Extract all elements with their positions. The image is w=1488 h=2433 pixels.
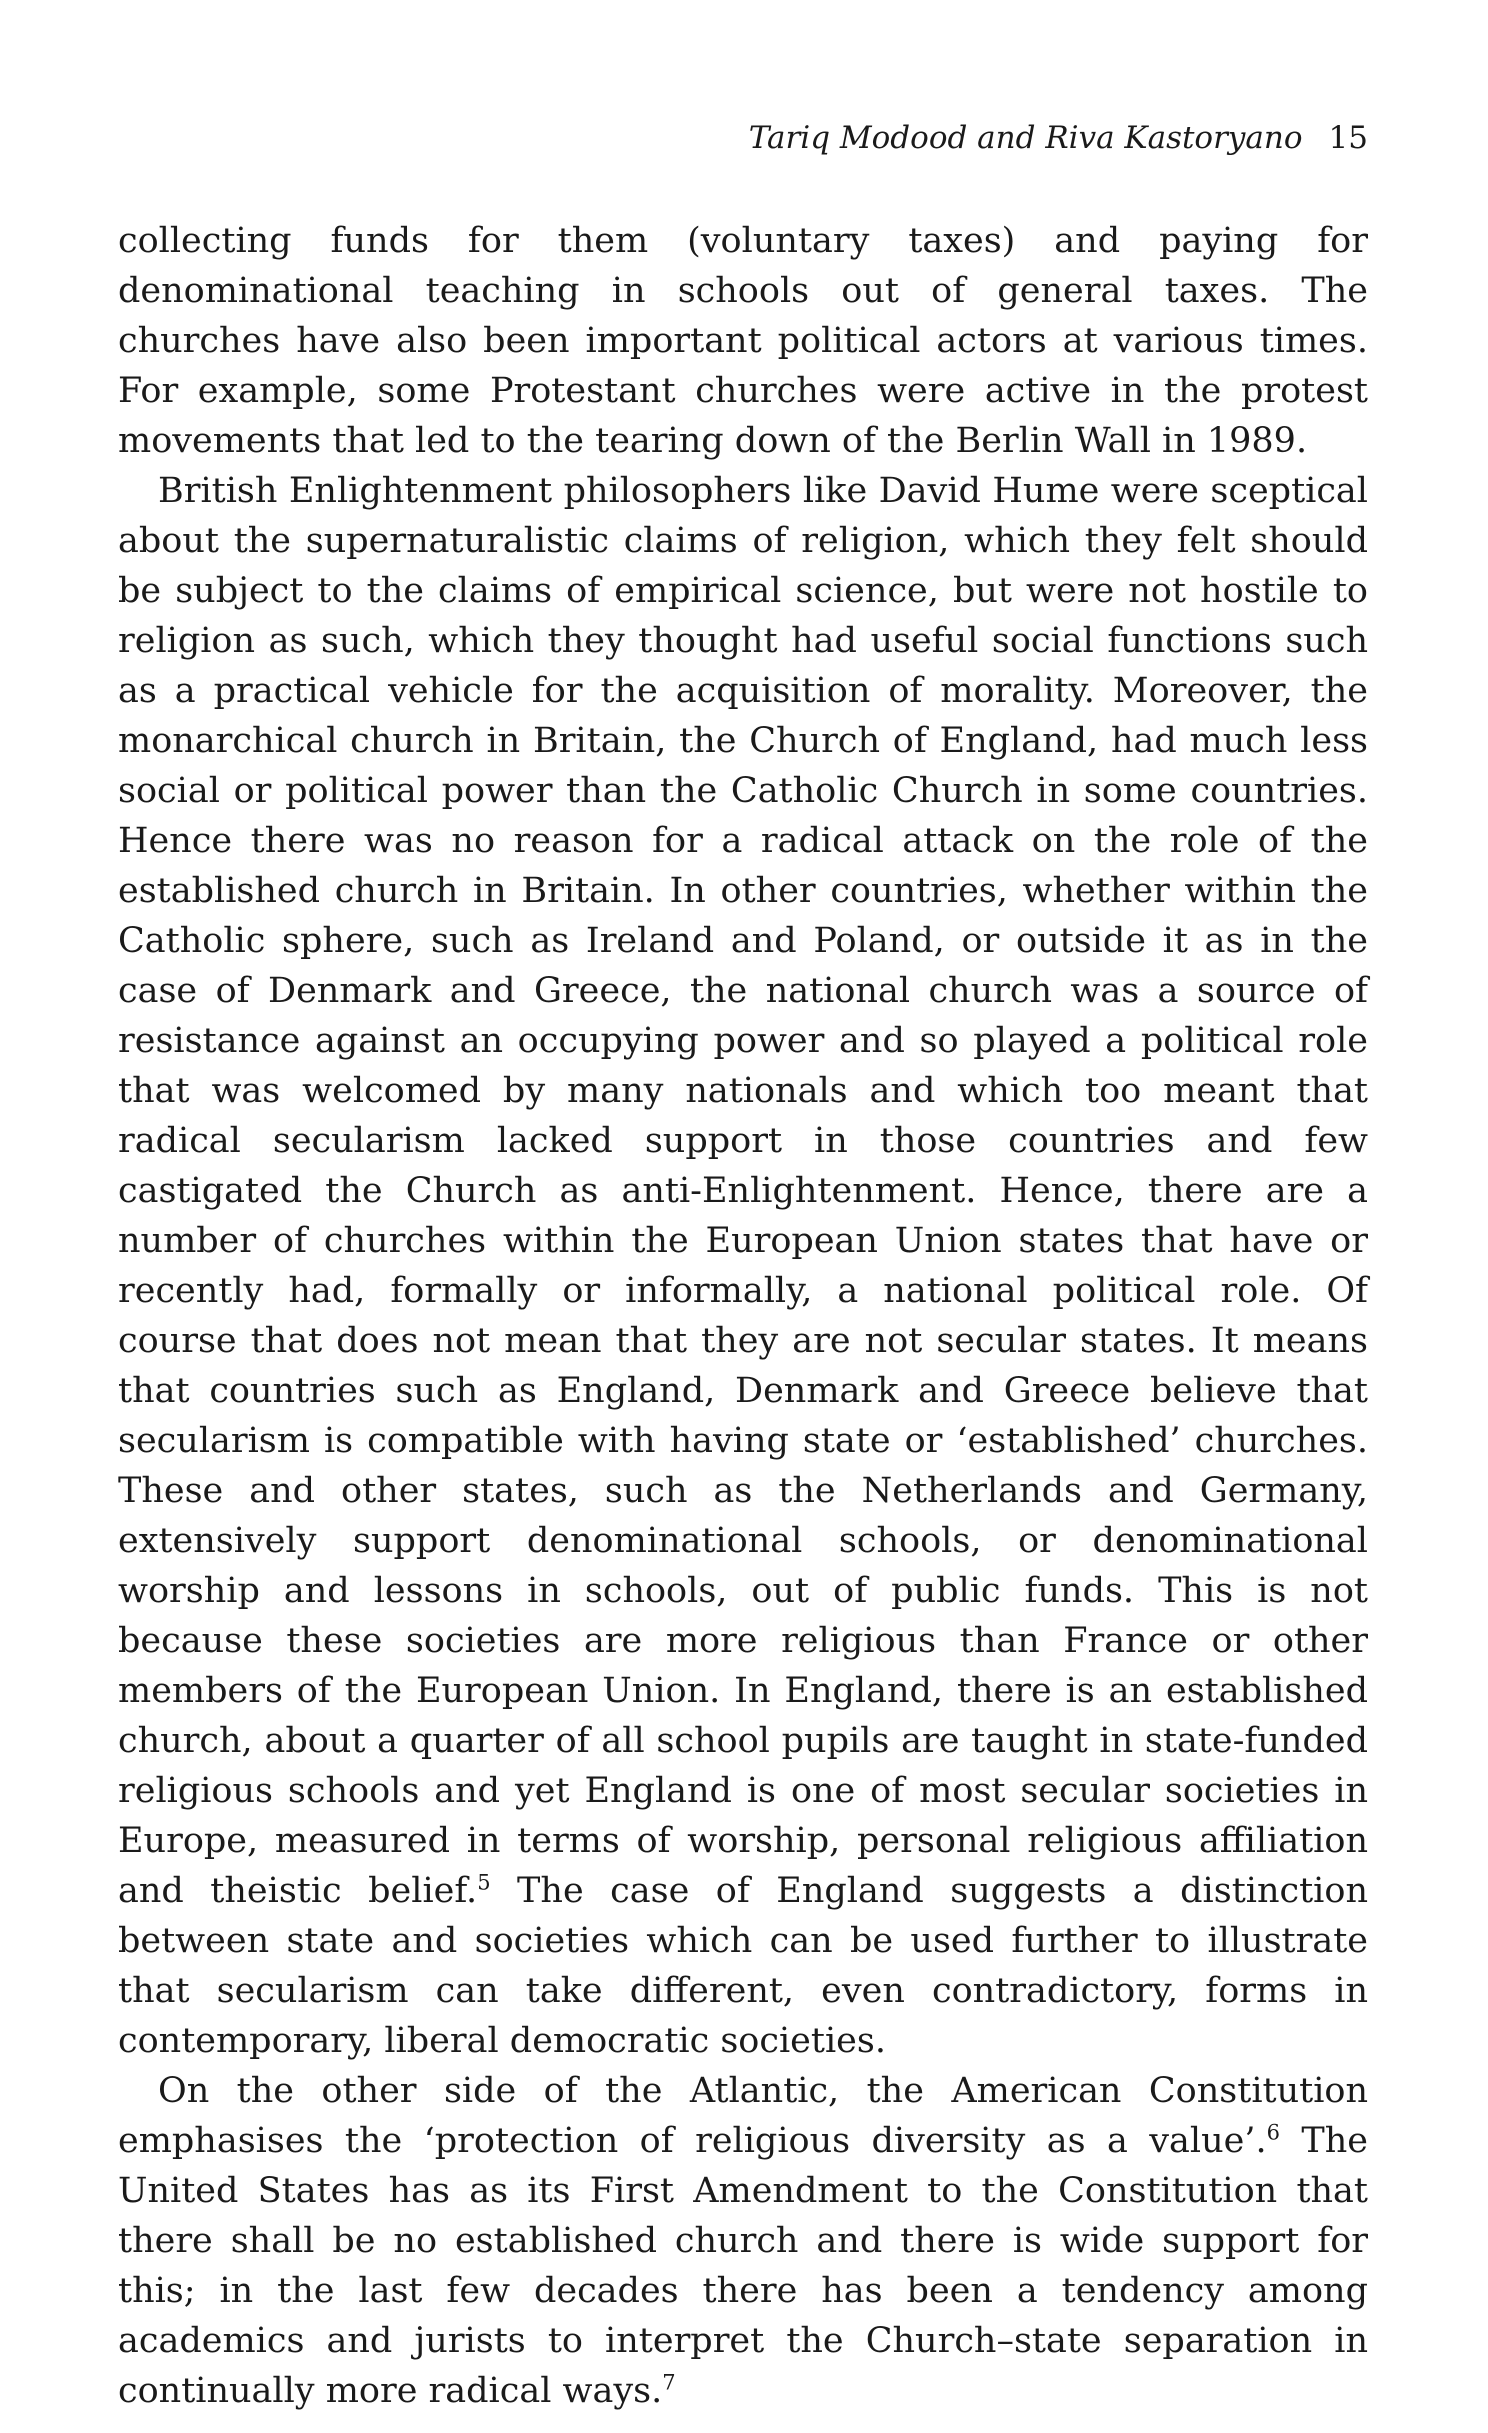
page-number: 15 (1328, 120, 1368, 156)
footnote-marker-5[interactable]: 5 (477, 1870, 491, 1895)
footnote-marker-6[interactable]: 6 (1266, 2120, 1280, 2145)
running-head (749, 118, 1368, 158)
running-head-authors: Tariq Modood and Riva Kastoryano (748, 120, 1303, 156)
paragraph-1 (118, 216, 1368, 466)
paragraph-2-text-a: British Enlightenment philosophers like David Hume were sceptical about the supernaturalistic claims of religion, which they felt should be subject to the claims of empirical science, but were not hostile to religion as such, which they thought had useful social functions such as a practical vehicle for the acquisition of morality. Moreover, the monarchical church in Britain, the Church of England, had much less social or political power than the Catholic Church in some countries. Hence there was no reason for a radical attack on the role of the established church in Britain. In other countries, whether within the Catholic sphere, such as Ireland and Poland, or outside it as in the case of Denmark and Greece, the national church was a source of resistance against an occupying power and so played a political role that was welcomed by many nationals and which too meant that radical secularism lacked support in those countries and few castigated the Church as anti-Enlightenment. Hence, there are a number of churches within the European Union states that have or recently had, formally or informally, a national political role. Of course that does not mean that they are not secular states. It means that countries such as England, Denmark and Greece believe that secularism is compatible with having state or ‘established’ churches. These and other states, such as the Netherlands and Germany, extensively support denominational schools, or denominational worship and lessons in schools, out of public funds. This is not because these societies are more religious than France or other members of the European Union. In England, there is an established church, about a quarter of all school pupils are taught in state-funded religious schools and yet England is one of most secular societies in Europe, measured in terms of worship, personal religious affiliation and theistic belief. (118, 471, 1368, 1911)
body-text (118, 216, 1368, 2416)
paragraph-3-text-b: The United States has as its First Amendment to the Constitution that there shall be no established church and there is wide support for this; in the last few decades there has been a tendency among academics and jurists to interpret the Church–state separation in continually more radical ways. (118, 2121, 1368, 2411)
paragraph-1-text: collecting funds for them (voluntary taxes) and paying for denominational teaching in schools out of general taxes. The churches have also been important political actors at various times. For example, some Protestant churches were active in the protest movements that led to the tearing down of the Berlin Wall in 1989. (118, 221, 1368, 461)
paragraph-2 (118, 466, 1368, 2066)
paragraph-3 (118, 2066, 1368, 2416)
footnote-marker-7[interactable]: 7 (662, 2370, 676, 2395)
paragraph-2-text-b: The case of England suggests a distinction between state and societies which can be used further to illustrate that secularism can take different, even contradictory, forms in contemporary, liberal democratic societies. (118, 1871, 1368, 2061)
paragraph-3-text-a: On the other side of the Atlantic, the American Constitution emphasises the ‘protection of religious diversity as a value’. (118, 2071, 1368, 2161)
